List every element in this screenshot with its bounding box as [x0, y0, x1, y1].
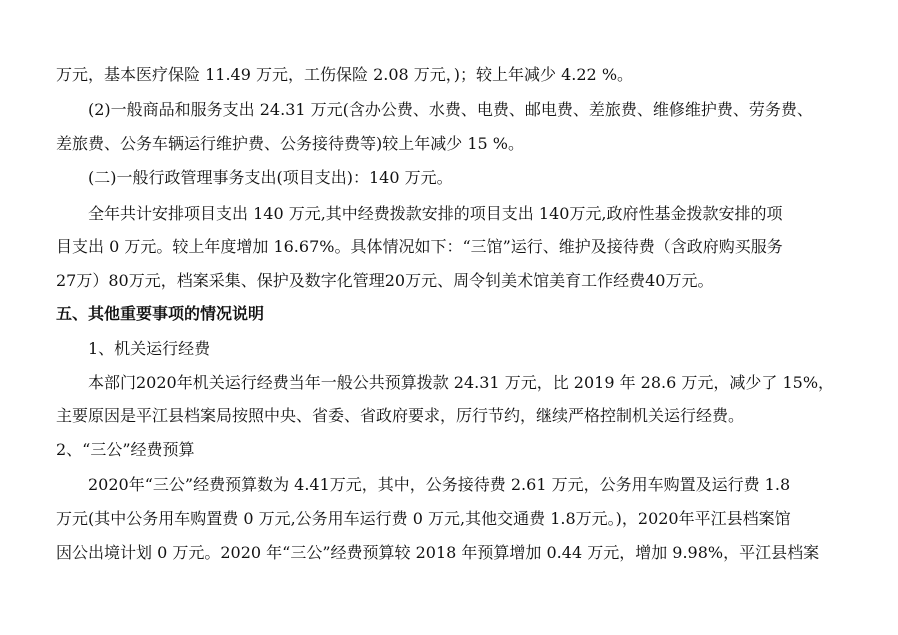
section-heading: 五、其他重要事项的情况说明 — [56, 304, 265, 323]
text-line-13: 2020年“三公”经费预算数为 4.41万元，其中，公务接待费 2.61 万元，公务用车购置及运行费 1.8 — [88, 475, 791, 494]
text-line-7: 27万）80万元，档案采集、保护及数字化管理20万元、周令钊美术馆美育工作经费40万元。 — [56, 271, 714, 290]
text-line-4: (二)一般行政管理事务支出(项目支出)：140 万元。 — [88, 168, 453, 187]
text-line-3: 差旅费、公务车辆运行维护费、公务接待费等)较上年减少 15 %。 — [56, 134, 524, 153]
text-line-1: 万元，基本医疗保险 11.49 万元，工伤保险 2.08 万元，)；较上年减少 4.22 %。 — [56, 65, 634, 84]
text-line-14: 万元(其中公务用车购置费 0 万元,公务用车运行费 0 万元,其他交通费 1.8万元。)，2020年平江县档案馆 — [56, 509, 791, 528]
text-line-6: 目支出 0 万元。较上年度增加 16.67%。具体情况如下：“三馆”运行、维护及接待费（含政府购买服务 — [56, 237, 783, 256]
text-line-15: 因公出境计划 0 万元。2020 年“三公”经费预算较 2018 年预算增加 0.44 万元，增加 9.98%，平江县档案 — [56, 543, 820, 562]
text-line-10: 本部门2020年机关运行经费当年一般公共预算拨款 24.31 万元，比 2019 年 28.6 万元，减少了 15%， — [88, 373, 835, 392]
subheading-2: 2、“三公”经费预算 — [56, 440, 195, 459]
text-line-11: 主要原因是平江县档案局按照中央、省委、省政府要求，厉行节约，继续严格控制机关运行经费。 — [56, 406, 745, 425]
text-line-2: (2)一般商品和服务支出 24.31 万元(含办公费、水费、电费、邮电费、差旅费、维修维护费、劳务费、 — [88, 100, 813, 119]
text-line-5: 全年共计安排项目支出 140 万元,其中经费拨款安排的项目支出 140万元,政府性基金拨款安排的项 — [88, 204, 783, 223]
subheading-1: 1、机关运行经费 — [88, 339, 211, 358]
